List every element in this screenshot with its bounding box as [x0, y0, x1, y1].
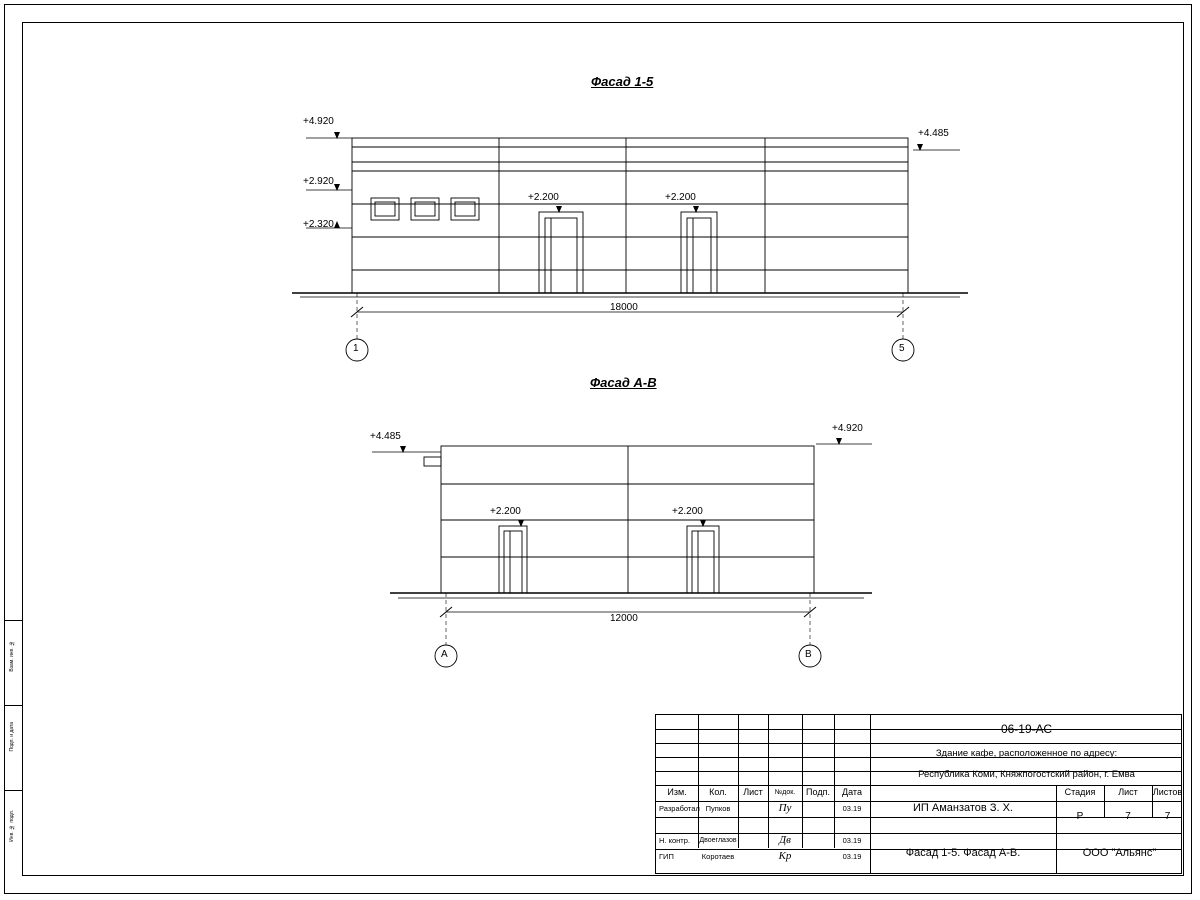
stamp-date-2: 03.19 — [842, 852, 862, 862]
stamp-customer: ИП Аманзатов З. Х. — [913, 802, 1013, 815]
stamp-stage-value: Р — [1076, 810, 1084, 822]
facade-1-5-title: Фасад 1-5 — [591, 74, 654, 89]
axis-label-1: 1 — [353, 343, 359, 354]
facade-a-b-title: Фасад А-В — [590, 375, 657, 390]
stamp-col-kol: Кол. — [709, 787, 727, 798]
stamp-role-1: Н. контр. — [659, 836, 690, 846]
margin-label-1: Подп. и дата — [9, 722, 15, 752]
stamp-list-value: 7 — [1125, 810, 1131, 822]
stamp-col-list: Лист — [743, 787, 763, 798]
stamp-listov-value: 7 — [1164, 810, 1171, 822]
stamp-object-line2: Республика Коми, Княжпогостский район, г. Емва — [918, 768, 1135, 780]
stamp-sign-0: Пу — [778, 802, 792, 815]
door-mark-1-5-b: +2.200 — [665, 192, 696, 203]
stamp-name-1: Двоеглазов — [699, 837, 737, 845]
title-block — [655, 714, 1182, 874]
axis-label-a: А — [441, 649, 448, 660]
stamp-col-podp: Подп. — [806, 787, 830, 798]
mark-4920-ab-right: +4.920 — [832, 423, 863, 434]
door-mark-ab-b: +2.200 — [672, 506, 703, 517]
dimension-12000: 12000 — [610, 613, 638, 624]
mark-4485-right: +4.485 — [918, 128, 949, 139]
stamp-object-line1: Здание кафе, расположенное по адресу: — [935, 747, 1118, 759]
dimension-18000: 18000 — [610, 302, 638, 313]
stamp-date-1: 03.19 — [842, 836, 862, 846]
stamp-col-data: Дата — [842, 787, 862, 798]
stamp-sign-1: Дв — [779, 834, 791, 847]
stamp-role-2: ГИП — [659, 852, 674, 862]
stamp-company: ООО "Альянс" — [1082, 847, 1157, 860]
margin-label-2: Инв. № подл. — [9, 810, 15, 842]
stamp-role-0: Разработал — [659, 804, 700, 814]
mark-4920-left: +4.920 — [303, 116, 334, 127]
stamp-date-0: 03.19 — [842, 804, 862, 814]
stamp-name-0: Пупков — [705, 804, 731, 814]
stamp-col-izm: Изм. — [667, 787, 687, 798]
stamp-list-header: Лист — [1118, 787, 1138, 798]
stamp-sign-2: Кр — [778, 850, 792, 863]
door-mark-ab-a: +2.200 — [490, 506, 521, 517]
stamp-col-ndok: №док. — [774, 789, 796, 797]
stamp-name-2: Коротаев — [701, 852, 735, 862]
stamp-document-code: 06-19-АС — [1000, 721, 1053, 736]
mark-4485-ab-left: +4.485 — [370, 431, 401, 442]
mark-2920: +2.920 — [303, 176, 334, 187]
margin-label-0: Взам. инв. № — [9, 640, 15, 672]
stamp-stage-header: Стадия — [1064, 787, 1096, 798]
axis-label-5: 5 — [899, 343, 905, 354]
stamp-sheet-title: Фасад 1-5. Фасад А-В. — [905, 847, 1021, 860]
stamp-listov-header: Листов — [1152, 787, 1183, 798]
mark-2320: +2.320 — [303, 219, 334, 230]
door-mark-1-5-a: +2.200 — [528, 192, 559, 203]
axis-label-b: В — [805, 649, 812, 660]
